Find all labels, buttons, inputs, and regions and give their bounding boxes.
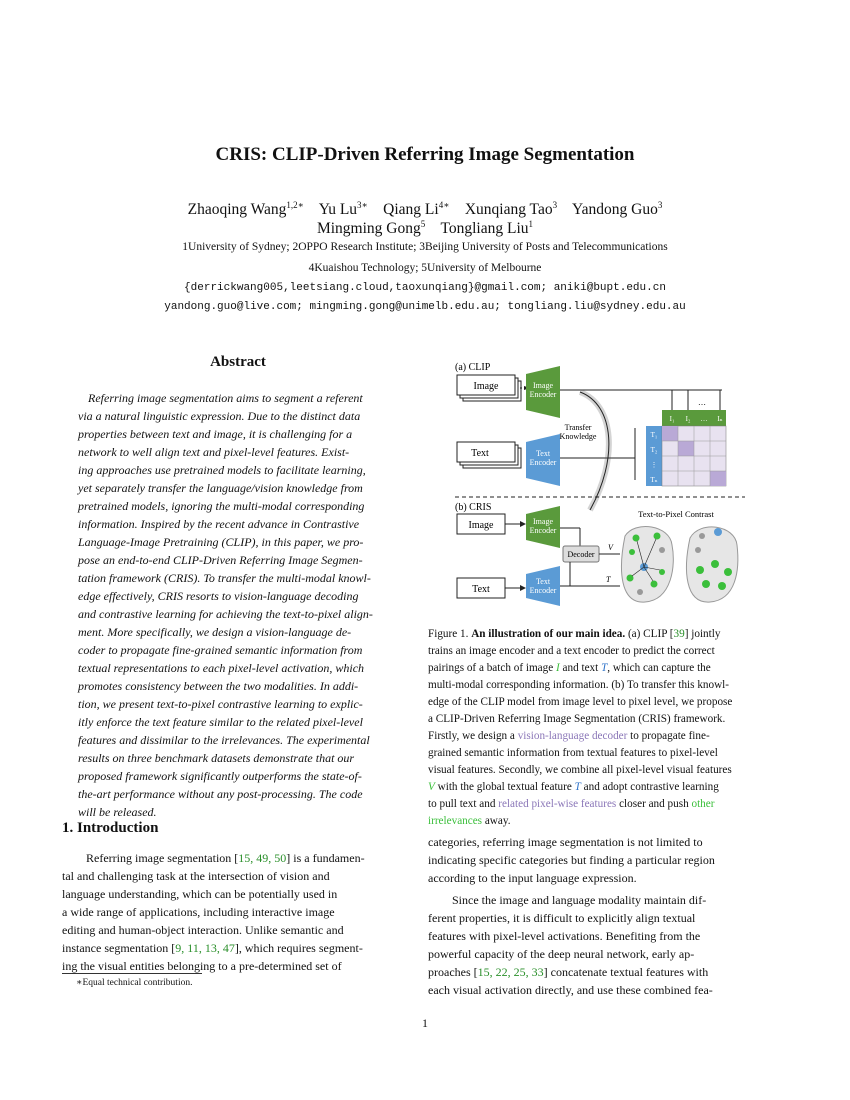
text-box-label: Text: [471, 448, 489, 459]
abstract-line: network to well align text and pixel-level features. Exist-: [78, 445, 350, 459]
abstract-line: and contrastive learning for achieving the text-to-pixel align-: [78, 607, 373, 621]
citation-link[interactable]: 39: [673, 628, 685, 640]
body-line: ferent properties, it is difficult to explicitly align textual: [428, 911, 696, 925]
abstract-line: ment. More specifically, we design a vision-language de-: [78, 625, 352, 639]
matrix-header: Iₙ: [717, 415, 723, 423]
footnote-rule: [62, 973, 202, 974]
abstract-line: tation framework (CRIS). To transfer the multi-modal knowl-: [78, 571, 371, 585]
page-number: 1: [422, 1016, 428, 1030]
caption-line: Figure 1. An illustration of our main idea. (a) CLIP [39] jointly: [428, 628, 721, 640]
body-line: indicating specific categories but finding a particular region: [428, 853, 715, 867]
encoder-label: Encoder: [529, 526, 557, 535]
encoder-label: Image: [533, 517, 553, 526]
abstract-line: proposed framework significantly outperforms the state-of-: [78, 769, 362, 783]
encoder-label: Encoder: [529, 390, 557, 399]
encoder-label: Text: [535, 449, 551, 458]
abstract-body: [78, 389, 398, 821]
abstract-line: Referring image segmentation aims to segment a referent: [88, 391, 363, 405]
abstract-line: via a natural linguistic expression. Due to the distinct data: [78, 409, 361, 423]
affiliations-line-2: 4Kuaishou Technology; 5University of Melbourne: [308, 262, 542, 274]
intro-line: Referring image segmentation [15, 49, 50] is a fundamen-: [86, 851, 365, 865]
image-input-stack: [457, 375, 521, 401]
intro-line: editing and human-object interaction. Unlike semantic and: [62, 923, 344, 937]
caption-line: multi-modal corresponding information. (b) To transfer this knowl-: [428, 679, 730, 691]
authors-line-2: [0, 219, 850, 238]
intro-line: instance segmentation [9, 11, 13, 47], which requires segment-: [62, 941, 363, 955]
abstract-line: will be released.: [78, 805, 157, 819]
body-line: proaches [15, 22, 25, 33] concatenate textual features with: [428, 965, 709, 979]
author: Yandong Guo$^3$: [572, 200, 663, 219]
figure-label-b: (b) CRIS: [455, 502, 492, 513]
encoder-label: Encoder: [529, 586, 557, 595]
abstract-line: promotes consistency between the two modalities. In addi-: [78, 679, 359, 693]
intro-line: ing the visual entities belonging to a pre-determined set of: [62, 959, 342, 973]
right-column-text: [428, 833, 758, 999]
author: Zhaoqing Wang$^{1,2∗}$: [187, 200, 304, 219]
intro-line: language understanding, which can be potentially used in: [62, 887, 338, 901]
author: Yu $Lu^{3∗}$: [318, 200, 368, 219]
body-line: according to the input language expression.: [428, 871, 637, 885]
abstract-line: yet separately transfer the language/vision knowledge from: [78, 481, 363, 495]
encoder-label: Encoder: [529, 458, 557, 467]
matrix-header: …: [700, 415, 708, 423]
encoder-label: Image: [533, 381, 553, 390]
figure-caption: [428, 626, 758, 830]
intro-heading: 1. Introduction: [62, 820, 159, 836]
abstract-line: results on three benchmark datasets demonstrate that our: [78, 751, 355, 765]
author: Mingming Gong$^5$: [316, 219, 426, 238]
body-line: features with pixel-level activations. Benefiting from the: [428, 929, 701, 943]
caption-line: V with the global textual feature T and adopt contrastive learning: [428, 781, 719, 793]
emails-line-2: yandong.guo@live.com; mingming.gong@unimelb.edu.au; tongliang.liu@sydney.edu.au: [164, 301, 686, 313]
intro-paragraph: [62, 849, 398, 975]
similarity-matrix: [646, 410, 726, 486]
abstract-line: pretrained models, ignoring the multi-modal corresponding: [78, 499, 365, 513]
abstract-line: edge effectively, CRIS resorts to vision-language decoding: [78, 589, 359, 603]
abstract-line: tion, we present text-to-pixel contrastive learning to explic-: [78, 697, 363, 711]
abstract-line: coder to propagate fine-grained semantic information from: [78, 643, 363, 657]
matrix-row-label: Tₙ: [650, 476, 658, 484]
abstract-line: Language-Image Pretraining (CLIP), in this paper, we pro-: [78, 535, 364, 549]
transfer-label: Transfer: [564, 423, 592, 432]
caption-line: visual features. Secondly, we combine all pixel-level visual features: [428, 764, 732, 776]
abstract-line: pose an end-to-end CLIP-Driven Referring Image Segmen-: [78, 553, 363, 567]
figure-1-diagram: [440, 350, 760, 610]
contrast-title: Text-to-Pixel Contrast: [638, 509, 714, 519]
figure-label-a: (a) CLIP: [455, 362, 491, 373]
intro-line: tal and challenging task at the intersection of vision and: [62, 869, 330, 883]
abstract-line: information. Inspired by the recent advance in Contrastive: [78, 517, 360, 531]
abstract-line: itly enforce the text feature similar to the related pixel-level: [78, 715, 363, 729]
intro-line: a wide range of applications, including interactive image: [62, 905, 335, 919]
caption-line: trains an image encoder and a text encoder to predict the correct: [428, 645, 715, 657]
encoder-label: Text: [535, 577, 551, 586]
authors-line-1: [0, 200, 850, 219]
body-line: Since the image and language modality maintain dif-: [452, 893, 707, 907]
footnote: ∗Equal technical contribution.: [76, 978, 193, 988]
t-label: T: [606, 575, 611, 584]
author: Qiang $Li^{4∗}$: [383, 200, 450, 219]
text-input-stack: [457, 442, 521, 468]
caption-line: edge of the CLIP model from image level to pixel level, we propose: [428, 696, 733, 708]
paper-title: CRIS: CLIP-Driven Referring Image Segmentation: [215, 144, 635, 165]
author: Xunqiang Tao$^3$: [464, 200, 558, 219]
abstract-line: the-art performance without any post-processing. The code: [78, 787, 363, 801]
body-line: powerful capacity of the deep neural network, early ap-: [428, 947, 695, 961]
caption-line: a CLIP-Driven Referring Image Segmentation (CRIS) framework.: [428, 713, 726, 725]
pixel-cluster-before: [622, 526, 674, 602]
matrix-header: I₂: [685, 415, 691, 423]
abstract-line: textual representations to each pixel-level activation, which: [78, 661, 365, 675]
image-box-label: Image: [468, 520, 494, 531]
abstract-line: properties between text and image, it is challenging for a: [78, 427, 353, 441]
transfer-label: Knowledge: [559, 432, 597, 441]
decoder-label: Decoder: [567, 550, 595, 559]
matrix-row-label: T₂: [650, 446, 658, 454]
citation-link[interactable]: 15, 22, 25, 33: [477, 965, 544, 979]
caption-line: pairings of a batch of image I and text T, which can capture the: [428, 662, 711, 674]
matrix-header: I₁: [669, 415, 675, 423]
image-box-label: Image: [473, 381, 499, 392]
text-box-label: Text: [472, 584, 490, 595]
matrix-row-label: T₁: [650, 431, 658, 439]
abstract-heading: Abstract: [210, 354, 266, 370]
caption-line: irrelevances away.: [428, 815, 511, 827]
emails-line-1: {derrickwang005,leetsiang.cloud,taoxunqiang}@gmail.com; aniki@bupt.edu.cn: [184, 282, 666, 294]
citation-link[interactable]: 9, 11, 13, 47: [175, 941, 235, 955]
v-label: V: [608, 543, 613, 552]
caption-line: to pull text and related pixel-wise features closer and push other: [428, 798, 715, 810]
caption-line: grained semantic information from textual features to pixel-level: [428, 747, 718, 759]
caption-line: Firstly, we design a vision-language decoder to propagate fine-: [428, 730, 710, 742]
citation-link[interactable]: 15, 49, 50: [238, 851, 287, 865]
matrix-row-label: ⋮: [650, 461, 658, 469]
body-line: categories, referring image segmentation is not limited to: [428, 835, 703, 849]
abstract-line: ing approaches use pretrained models to facilitate learning,: [78, 463, 366, 477]
ellipsis: …: [698, 398, 706, 407]
author: Tongliang Liu$^1$: [440, 219, 534, 238]
body-line: each visual activation directly, and use these combined fea-: [428, 983, 713, 997]
affiliations-line-1: 1University of Sydney; 2OPPO Research Institute; 3Beijing University of Posts and Telecommunications: [182, 241, 668, 253]
abstract-line: features and dissimilar to the irrelevances. The experimental: [78, 733, 370, 747]
